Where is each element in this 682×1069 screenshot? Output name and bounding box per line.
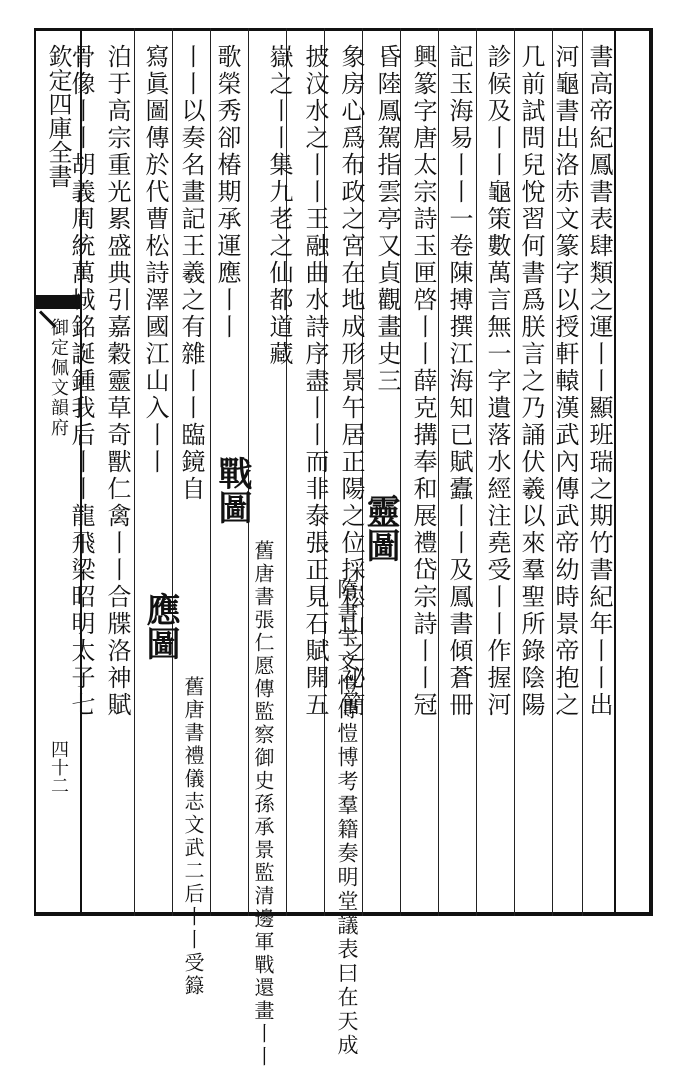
column-divider bbox=[172, 28, 173, 916]
zhan-tu-note: 舊唐書張仁愿傳監察御史孫承景監清邊軍戰還畫丨丨 bbox=[251, 540, 275, 1069]
spine-title: 欽定四庫全書 bbox=[44, 44, 72, 188]
column-divider bbox=[476, 28, 477, 916]
frame-top-rule bbox=[34, 28, 652, 31]
headword-ying-tu: 應圖 bbox=[140, 592, 180, 660]
text-column-15: 骨像丨丨胡義周統萬城銘誕鍾我后丨丨龍飛梁昭明太子七 bbox=[67, 44, 95, 719]
text-column-5: 記玉海易丨丨一卷陳搏撰江海知已賦蠹丨丨及鳳書傾蒼冊 bbox=[445, 44, 473, 719]
text-column-8: 象房心爲布政之宮在地成形景午居正陽之位採崧山之祕簡 bbox=[337, 44, 365, 719]
folio-number: 四十二 bbox=[48, 740, 69, 794]
frame-left-rule bbox=[34, 28, 36, 916]
text-column-14: 泊于高宗重光累盛典引嘉穀靈草奇獸仁禽丨丨合牒洛神賦 bbox=[103, 44, 131, 719]
text-column-4: 診候及丨丨龜策數萬言無一字遺落水經注堯受丨丨作握河 bbox=[483, 44, 511, 719]
ying-tu-note: 舊唐書禮儀志文武二后丨丨受籙 bbox=[181, 676, 205, 998]
column-divider bbox=[134, 28, 135, 916]
text-column-3: 几前試問兒悅習何書爲朕言之乃誦伏羲以來羣聖所錄陰陽 bbox=[517, 44, 545, 719]
text-column-10: 嶽之丨丨集九老之仙都道藏 bbox=[265, 44, 293, 368]
text-column-1: 書高帝紀鳳書表肆類之運丨丨顯班瑞之期竹書紀年丨丨出 bbox=[585, 44, 613, 719]
spine-book-name: 御定佩文韻府 bbox=[48, 318, 69, 438]
text-column-2: 河龜書出洛赤文篆字以授軒轅漢武內傳武帝幼時景帝抱之 bbox=[551, 44, 579, 719]
headword-zhan-tu: 戰圖 bbox=[212, 456, 252, 524]
headword-ling-tu: 靈圖 bbox=[360, 494, 400, 562]
text-column-13: 寫眞圖傳於代曹松詩澤國江山入丨丨 bbox=[141, 44, 169, 476]
text-column-12: 丨丨以奏名畫記王羲之有雜丨丨臨鏡自 bbox=[177, 44, 205, 503]
text-column-7: 昏陸鳳駕指雲亭又貞觀畫史三 bbox=[373, 44, 401, 395]
text-column-9: 披汶水之丨丨王融曲水詩序盡丨丨而非泰張正見石賦開五 bbox=[301, 44, 329, 719]
ling-tu-note: 隋書宇文愷傳愷博考羣籍奏明堂議表曰在天成 bbox=[335, 578, 359, 1058]
text-column-6: 興篆字唐太宗詩玉匣啓丨丨薛克搆奉和展禮岱宗詩丨丨冠 bbox=[409, 44, 437, 719]
frame-right-rule bbox=[649, 28, 653, 916]
text-column-11: 歌榮秀卻椿期承運應丨丨 bbox=[213, 44, 241, 341]
